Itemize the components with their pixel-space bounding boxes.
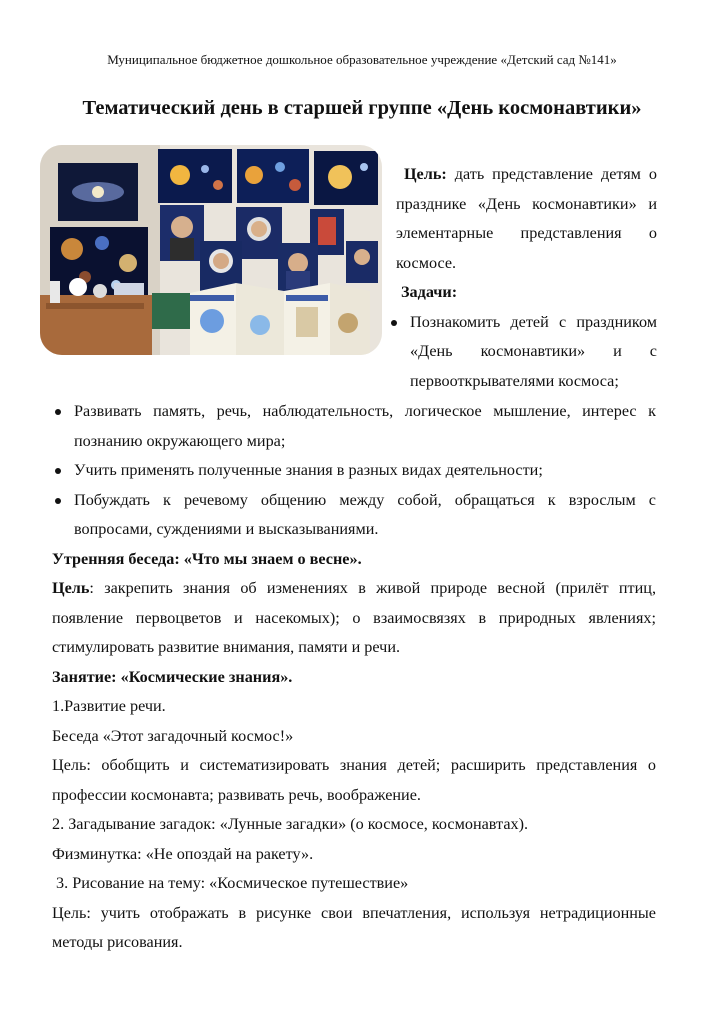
morning-heading: Утренняя беседа: «Что мы знаем о весне».: [52, 549, 362, 568]
institution-header: Муниципальное бюджетное дошкольное образовательное учреждение «Детский сад №141»: [107, 52, 617, 67]
lesson-conversation: Беседа «Этот загадочный космос!»: [52, 726, 294, 745]
morning-goal-label: Цель: [52, 579, 90, 597]
list-item: [396, 308, 657, 397]
lesson-heading: Занятие: «Космические знания».: [52, 667, 293, 686]
lesson-item-2: 2. Загадывание загадок: «Лунные загадки» (о космосе, космонавтах).: [52, 815, 529, 833]
morning-goal: [52, 574, 656, 663]
list-item: [52, 456, 656, 486]
lesson-goal-3: Цель: учить отображать в рисунке свои впечатления, используя нетрадиционные методы рисования.: [52, 903, 656, 951]
task-text: Побуждать к речевому общению между собой, обращаться к взрослым с вопросами, суждениями и высказываниями.: [74, 490, 656, 538]
list-item: [52, 486, 656, 545]
main-content: [52, 397, 656, 958]
bullet-icon: [55, 498, 61, 504]
lesson-item-1: 1.Развитие речи.: [52, 697, 166, 715]
task-text: Развивать память, речь, наблюдательность, логическое мышление, интерес к познанию окружающего мира;: [74, 402, 656, 450]
lesson-fizminutka: Физминутка: «Не опоздай на ракету».: [52, 844, 314, 863]
bullet-icon: [55, 468, 61, 474]
task-text: Учить применять полученные знания в разных видах деятельности;: [74, 461, 543, 479]
goal-label: Цель:: [403, 165, 447, 183]
bullet-icon: [391, 320, 397, 326]
list-item: [52, 397, 656, 456]
bullet-icon: [55, 409, 61, 415]
goal-text: дать представление детям о празднике «День космонавтики» и элементарные представления о космосе.: [396, 165, 657, 272]
tasks-label: Задачи:: [401, 283, 458, 301]
classroom-photo: [40, 145, 382, 355]
morning-goal-text: : закрепить знания об изменениях в живой природе весной (прилёт птиц, появление первоцветов и насекомых); о взаимосвязях в природных явлениях; стимулировать развитие внимания, памяти и речи.: [52, 579, 656, 656]
lesson-item-3: 3. Рисование на тему: «Космическое путешествие»: [52, 874, 409, 892]
page-title: Тематический день в старшей группе «День космонавтики»: [82, 97, 642, 119]
lesson-goal-1: Цель: обобщить и систематизировать знания детей; расширить представления о профессии космонавта; развивать речь, воображение.: [52, 756, 656, 804]
goal-and-tasks-column: [396, 160, 657, 396]
task-text: Познакомить детей с праздником «День космонавтики» и с первооткрывателями космоса;: [410, 312, 657, 390]
goal-paragraph: [396, 160, 657, 278]
